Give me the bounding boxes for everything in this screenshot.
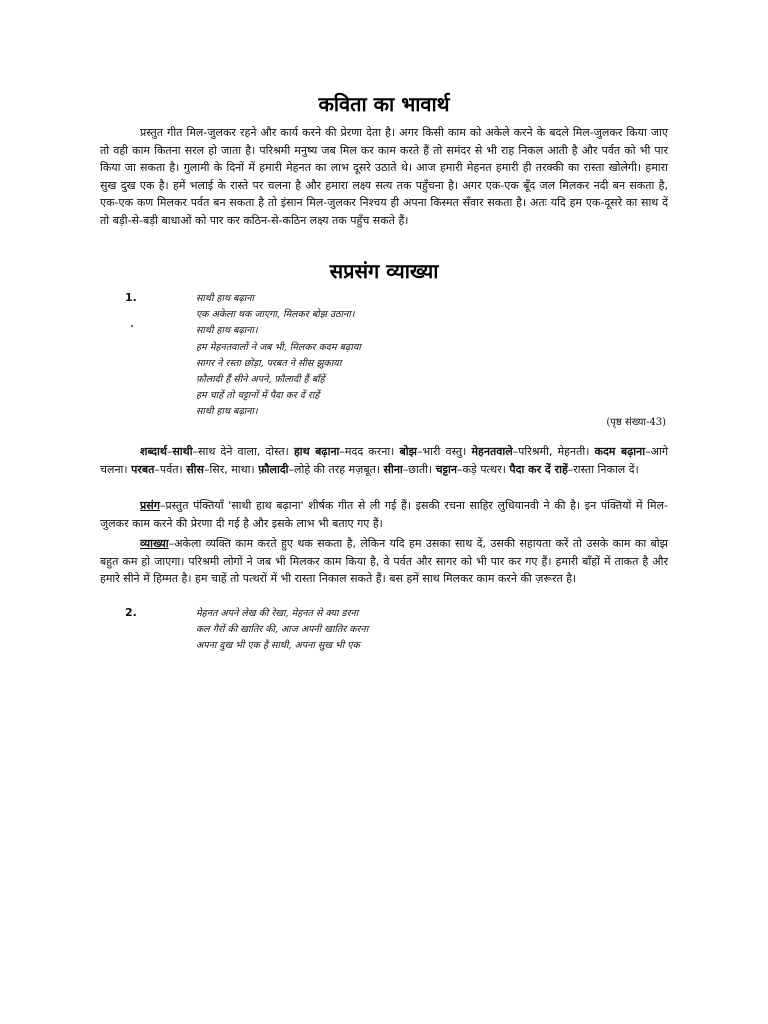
- vyakhya-paragraph: [100, 535, 668, 588]
- bhavarth-paragraph: प्रस्तुत गीत मिल-जुलकर रहने और कार्य करने की प्रेरणा देता है। अगर किसी काम को अकेले करने के बदले मिल-जुलकर किया जाए तो वही काम कितना सरल हो जाता है। परिश्रमी मनुष्य जब मिल कर काम करते हैं तो समंदर से भी राह निकल आती है और पर्वत को भी पार किया जा सकता है। गुलामी के दिनों में हमारी मेहनत का लाभ दूसरे उठाते थे। आज हमारी मेहनत हमारी ही तरक्की का रास्ता खोलेगी। हमारा सुख दुख एक है। हमें भलाई के रास्ते पर चलना है और हमारा लक्ष्य सत्य तक पहुँचना है। अगर एक-एक बूँद जल मिलकर नदी बन सकता है, एक-एक कण मिलकर पर्वत बन सकता है तो इंसान मिल-जुलकर निश्चय ही अपना किस्मत सँवार सकता है। अतः यदि हम एक-दूसरे का साथ दें तो बड़ी-से-बड़ी बाधाओं को पार कर कठिन-से-कठिन लक्ष्य तक पहुँच सकते हैं।: [100, 126, 668, 227]
- poem-line: मेहनत अपने लेख की रेखा, मेहनत से क्या डरना: [196, 608, 359, 619]
- poem-stanza-1: [196, 291, 636, 421]
- separator: –: [192, 445, 199, 458]
- prasang-paragraph: [100, 497, 668, 532]
- poem-line: फ़ौलादी हैं सीने अपने, फ़ौलादी हैं बाँहें: [196, 373, 325, 385]
- gloss-term: फ़ौलादी: [258, 462, 289, 476]
- separator: –: [416, 445, 423, 458]
- separator: –: [402, 462, 409, 476]
- gloss-meaning: रास्ता निकाल दें।: [573, 462, 639, 476]
- separator: –: [203, 462, 210, 476]
- poem-line: हम चाहें तो चट्टानों में पैदा कर दें राहें: [196, 390, 320, 402]
- gloss-meaning: कड़े पत्थर।: [462, 462, 506, 476]
- gloss-meaning: साथ देने वाला, दोस्त।: [198, 445, 289, 458]
- separator: –: [166, 445, 173, 458]
- glossary-label: शब्दार्थ: [140, 445, 167, 458]
- gloss-term: हाथ बढ़ाना: [293, 445, 340, 458]
- separator: –: [288, 462, 295, 476]
- separator: –: [645, 445, 651, 458]
- gloss-term: बोझ: [399, 445, 417, 458]
- bhavarth-heading: कविता का भावार्थ: [318, 92, 450, 116]
- vyakhya-text: अकेला व्यक्ति काम करते हुए थक सकता है, लेकिन यदि हम उसका साथ दें, उसकी सहायता करें तो उसके काम का बोझ बहुत कम हो जाएगा। परिश्रमी लोगों ने जब भी मिलकर काम किया है, वे पर्वत और सागर को भी पार कर गए हैं। हमारी बाँहों में ताकत है और हमारे सीने में हिम्मत है। हम चाहें तो पत्थरों में भी रास्ता निकाल सकते हैं। बस हमें साथ मिलकर काम करने की ज़रूरत है।: [100, 537, 668, 586]
- poem-line: अपना दुख भी एक है साथी, अपना सुख भी एक: [196, 640, 360, 652]
- gloss-term: परबत: [131, 462, 155, 476]
- page-reference: (पृष्ठ संख्या-43): [606, 417, 666, 428]
- stanza-number-2: 2.: [125, 606, 137, 619]
- gloss-term: चट्टान: [435, 462, 457, 476]
- separator: –: [168, 537, 175, 550]
- gloss-meaning: सिर, माथा।: [209, 462, 255, 476]
- gloss-meaning: परिश्रमी, मेहनती।: [518, 445, 590, 458]
- prasang-text: प्रस्तुत पंक्तियाँ 'साथी हाथ बढ़ाना' शीर्षक गीत से ली गई हैं। इसकी रचना साहिर लुधियानवी ने की है। इन पंक्तियों में मिल-जुलकर काम करने की प्रेरणा दी गई है और इसके लाभ भी बताए गए हैं।: [100, 499, 668, 530]
- gloss-meaning: पर्वत।: [159, 462, 183, 476]
- separator: –: [512, 445, 519, 458]
- poem-line: हम मेहनतवालों ने जब भी, मिलकर कदम बढ़ाया: [196, 341, 361, 353]
- separator: –: [567, 462, 574, 476]
- separator: –: [456, 462, 463, 476]
- gloss-term: सीस: [186, 462, 204, 476]
- separator: –: [339, 445, 345, 458]
- gloss-meaning: छाती।: [408, 462, 433, 476]
- glossary-paragraph: [100, 443, 668, 478]
- vyakhya-heading: सप्रसंग व्याख्या: [329, 259, 439, 283]
- poem-line: एक अकेला थक जाएगा, मिलकर बोझ उठाना।: [196, 309, 355, 321]
- gloss-meaning: मदद करना।: [344, 445, 395, 458]
- poem-line: साथी हाथ बढ़ाना।: [196, 406, 258, 418]
- gloss-meaning: आगे चलना।: [100, 445, 669, 476]
- gloss-term: साथी: [172, 445, 193, 458]
- poem-line: कल गैरों की खातिर की, आज अपनी खातिर करना: [196, 624, 369, 636]
- gloss-term: सीना: [383, 462, 403, 476]
- gloss-term: कदम बढ़ाना: [594, 445, 646, 458]
- prasang-label: प्रसंग: [140, 499, 160, 512]
- gloss-meaning: भारी वस्तु।: [422, 445, 467, 458]
- stanza-number-1: 1.: [125, 291, 137, 304]
- separator: –: [154, 462, 160, 476]
- poem-line: सागर ने रस्ता छोड़ा, परबत ने सीस झुकाया: [196, 357, 342, 369]
- gloss-term: पैदा कर दें राहें: [509, 462, 568, 476]
- stray-mark: [131, 325, 133, 327]
- poem-stanza-2: [196, 606, 636, 655]
- poem-line: साथी हाथ बढ़ाना: [196, 293, 254, 304]
- separator: –: [159, 499, 166, 512]
- vyakhya-label: व्याख्या: [140, 537, 169, 550]
- gloss-meaning: लोहे की तरह मज़बूत।: [294, 462, 381, 476]
- gloss-term: मेहनतवाले: [471, 445, 513, 458]
- poem-line: साथी हाथ बढ़ाना।: [196, 325, 258, 337]
